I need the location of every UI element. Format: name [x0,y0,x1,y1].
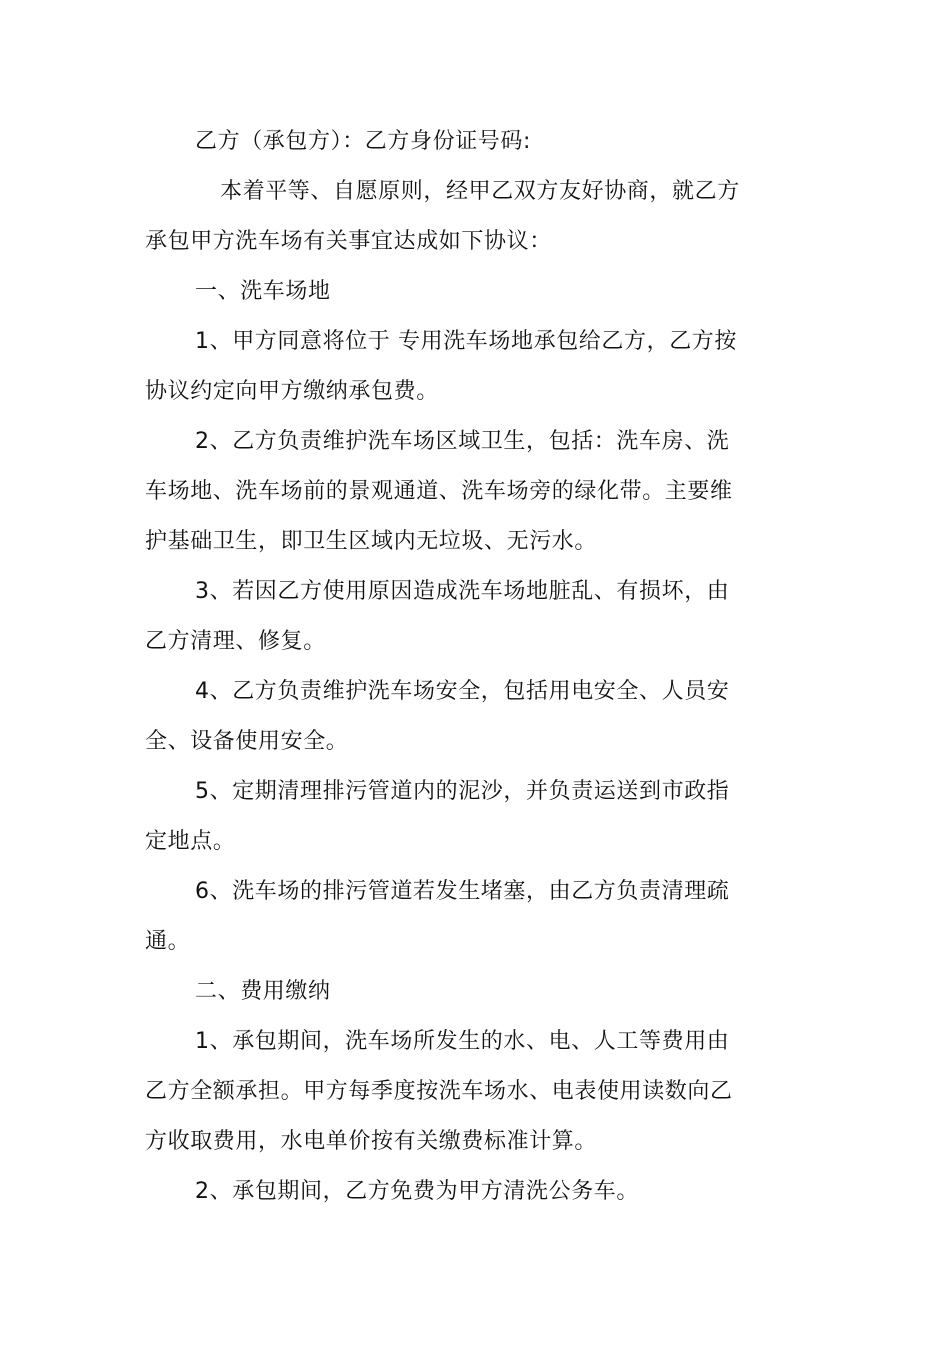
clause-1-1-line-1: 1、甲方同意将位于 专用洗车场地承包给乙方，乙方按 [195,329,737,354]
clause-1-6-line-1: 6、洗车场的排污管道若发生堵塞，由乙方负责清理疏 [195,879,730,904]
clause-1-6-line-2: 通。 [145,929,191,954]
clause-1-2-line-2: 车场地、洗车场前的景观通道、洗车场旁的绿化带。主要维 [145,479,733,504]
clause-1-4-line-2: 全、设备使用安全。 [145,729,349,754]
clause-2-1-line-1: 1、承包期间，洗车场所发生的水、电、人工等费用由 [195,1029,730,1054]
clause-1-1-line-2: 协议约定向甲方缴纳承包费。 [145,379,439,404]
clause-2-1-line-3: 方收取费用，水电单价按有关缴费标准计算。 [145,1129,598,1154]
section-1-heading: 一、洗车场地 [195,279,331,304]
clause-2-1-line-2: 乙方全额承担。甲方每季度按洗车场水、电表使用读数向乙 [145,1079,733,1104]
clause-1-3-line-1: 3、若因乙方使用原因造成洗车场地脏乱、有损坏，由 [195,579,730,604]
clause-1-2-line-3: 护基础卫生，即卫生区域内无垃圾、无污水。 [145,529,598,554]
section-2-heading: 二、费用缴纳 [195,979,331,1004]
clause-1-3-line-2: 乙方清理、修复。 [145,629,326,654]
clause-1-4-line-1: 4、乙方负责维护洗车场安全，包括用电安全、人员安 [195,679,730,704]
clause-1-5-line-2: 定地点。 [145,829,236,854]
clause-1-5-line-1: 5、定期清理排污管道内的泥沙，并负责运送到市政指 [195,779,730,804]
party-b-header: 乙方（承包方）：乙方身份证号码: [195,129,532,154]
preamble-line-1: 本着平等、自愿原则，经甲乙双方友好协商，就乙方 [220,179,740,204]
preamble-line-2: 承包甲方洗车场有关事宜达成如下协议： [145,229,552,254]
clause-2-2-line-1: 2、承包期间，乙方免费为甲方清洗公务车。 [195,1179,639,1204]
clause-1-2-line-1: 2、乙方负责维护洗车场区域卫生，包括：洗车房、洗 [195,429,730,454]
